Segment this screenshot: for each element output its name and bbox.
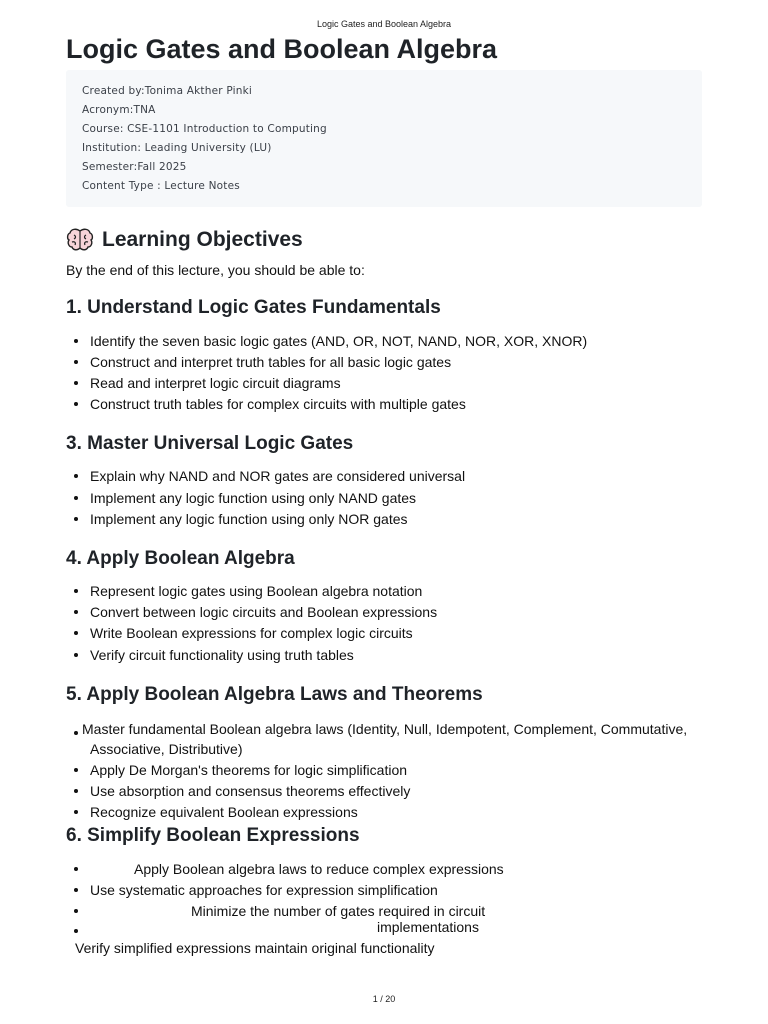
list-item: Use absorption and consensus theorems effectively: [90, 783, 411, 799]
list-item: Recognize equivalent Boolean expressions: [90, 804, 358, 820]
bullet-dot: [74, 589, 78, 593]
list-item: Master fundamental Boolean algebra laws (Identity, Null, Idempotent, Complement, Commutative,: [82, 721, 688, 737]
bullet-dot: [74, 867, 78, 871]
bullet-dot: [74, 339, 78, 343]
bullet-dot: [74, 402, 78, 406]
document-title: Logic Gates and Boolean Algebra: [66, 34, 498, 64]
section-heading: 1. Understand Logic Gates Fundamentals: [66, 297, 441, 318]
list-item: Verify circuit functionality using truth tables: [90, 647, 354, 663]
running-header: Logic Gates and Boolean Algebra: [316, 19, 452, 29]
list-item: Identify the seven basic logic gates (AND, OR, NOT, NAND, NOR, XOR, XNOR): [90, 333, 588, 349]
section-heading: 6. Simplify Boolean Expressions: [66, 825, 360, 846]
list-item: Explain why NAND and NOR gates are considered universal: [90, 468, 466, 484]
list-item: Minimize the number of gates required in circuit: [191, 903, 486, 919]
bullet-dot: [74, 789, 78, 793]
list-item: Verify simplified expressions maintain original functionality: [75, 940, 435, 956]
bullet-dot: [74, 610, 78, 614]
section-heading: 5. Apply Boolean Algebra Laws and Theorems: [66, 684, 483, 705]
objectives-intro: By the end of this lecture, you should be able to:: [66, 262, 365, 278]
list-item: implementations: [377, 919, 479, 935]
meta-course: Course: CSE-1101 Introduction to Computing: [82, 123, 327, 135]
list-item: Apply De Morgan's theorems for logic simplification: [90, 762, 408, 778]
list-item: Implement any logic function using only NOR gates: [90, 511, 408, 527]
list-item: Represent logic gates using Boolean algebra notation: [90, 583, 423, 599]
list-item: Apply Boolean algebra laws to reduce complex expressions: [134, 861, 504, 877]
list-item: Construct and interpret truth tables for all basic logic gates: [90, 354, 452, 370]
list-item: Read and interpret logic circuit diagrams: [90, 375, 341, 391]
bullet-dot: [74, 631, 78, 635]
learning-objectives-title: Learning Objectives: [102, 228, 303, 251]
meta-semester: Semester:Fall 2025: [82, 161, 187, 173]
section-heading: 3. Master Universal Logic Gates: [66, 433, 354, 454]
list-item: Implement any logic function using only NAND gates: [90, 490, 417, 506]
bullet-dot: [74, 381, 78, 385]
learning-objectives-heading: [66, 227, 303, 253]
bullet-dot: [74, 810, 78, 814]
list-item: Write Boolean expressions for complex logic circuits: [90, 625, 413, 641]
section-heading: 4. Apply Boolean Algebra: [66, 548, 295, 569]
page-number: 1 / 20: [372, 994, 396, 1004]
list-item: Convert between logic circuits and Boolean expressions: [90, 604, 438, 620]
list-item: Construct truth tables for complex circuits with multiple gates: [90, 396, 466, 412]
bullet-dot: [74, 653, 78, 657]
bullet-dot: [74, 888, 78, 892]
brain-icon: [66, 227, 94, 253]
meta-content-type: Content Type : Lecture Notes: [82, 180, 240, 192]
list-item: Use systematic approaches for expression simplification: [90, 882, 438, 898]
bullet-dot: [74, 731, 78, 735]
bullet-dot: [74, 517, 78, 521]
meta-acronym: Acronym:TNA: [82, 104, 156, 116]
bullet-dot: [74, 360, 78, 364]
metadata-box: [66, 70, 702, 207]
bullet-dot: [74, 768, 78, 772]
meta-created-by: Created by:Tonima Akther Pinki: [82, 85, 252, 97]
list-item-continuation: Associative, Distributive): [90, 741, 243, 757]
meta-institution: Institution: Leading University (LU): [82, 142, 272, 154]
bullet-dot: [74, 496, 78, 500]
bullet-dot: [74, 909, 78, 913]
bullet-dot: [74, 929, 78, 933]
bullet-dot: [74, 474, 78, 478]
